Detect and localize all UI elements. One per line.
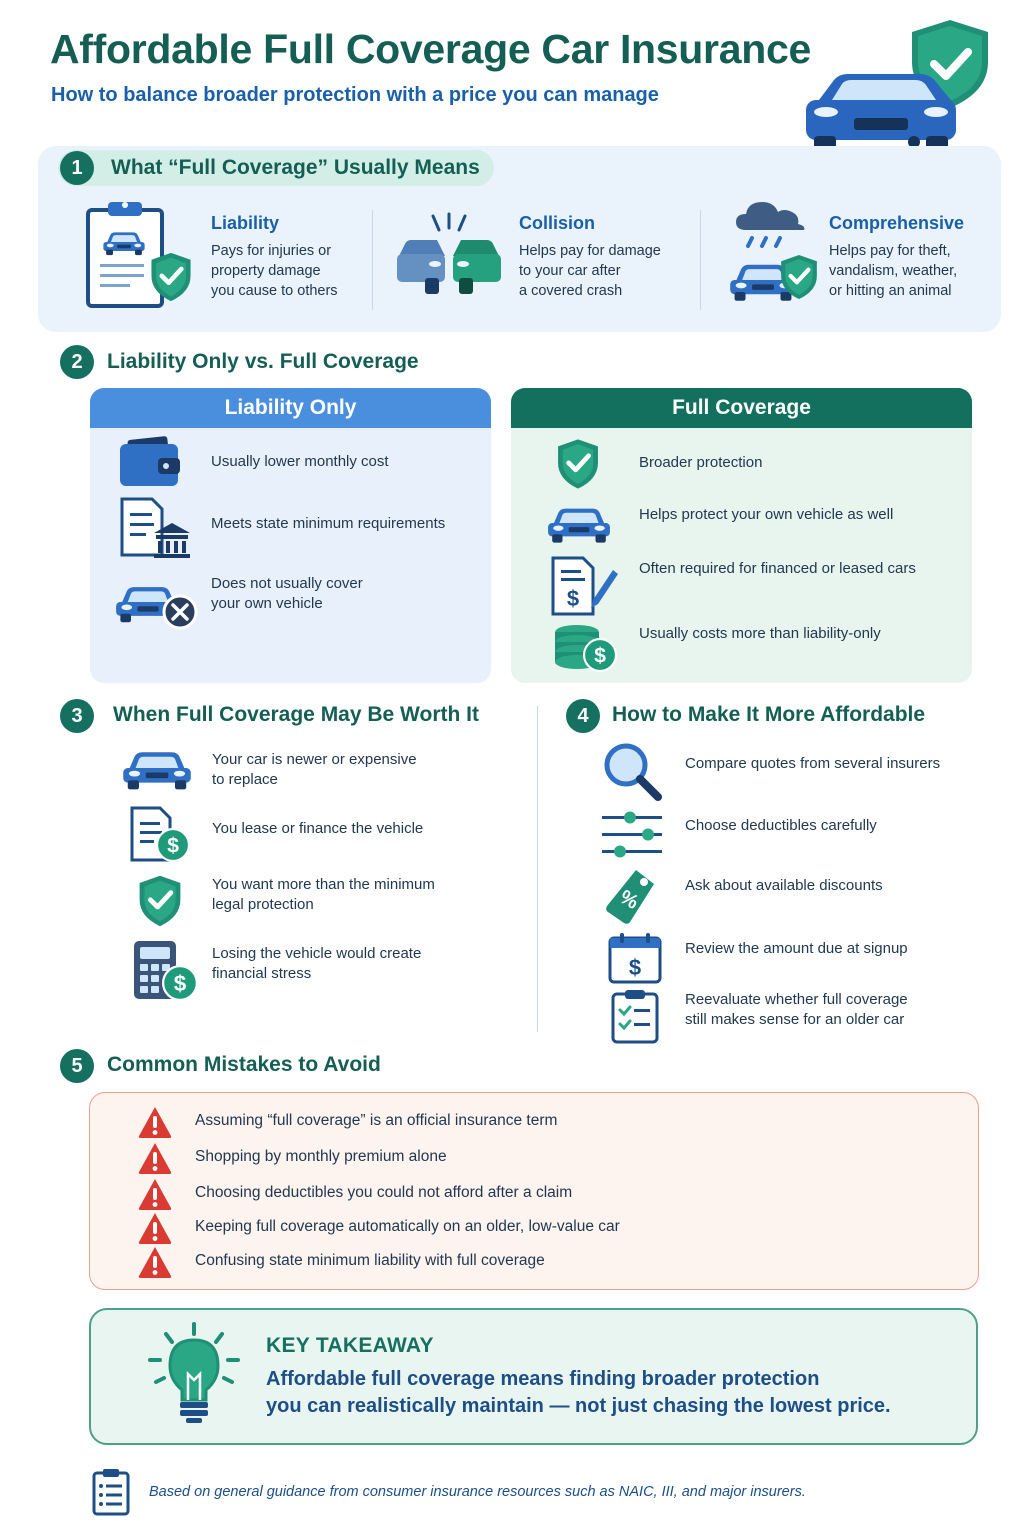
affordable-tip: Ask about available discounts bbox=[685, 877, 883, 894]
section-title: What “Full Coverage” Usually Means bbox=[111, 156, 480, 179]
card-header: Liability Only bbox=[90, 388, 491, 428]
coverage-desc-comprehensive: Helps pay for theft, vandalism, weather, or hitting an animal bbox=[829, 243, 958, 299]
mistake-item: Keeping full coverage automatically on an older, low-value car bbox=[195, 1218, 620, 1235]
worth-it-item: You lease or finance the vehicle bbox=[212, 820, 424, 837]
clipboard-shield-icon bbox=[86, 200, 196, 312]
liability-row-text: Meets state minimum requirements bbox=[211, 515, 446, 532]
storm-car-shield-icon bbox=[726, 196, 822, 308]
warning-icon bbox=[137, 1211, 173, 1245]
section-number: 3 bbox=[60, 699, 94, 733]
svg-text:$: $ bbox=[628, 955, 642, 980]
document-dollar-icon bbox=[128, 806, 192, 864]
warning-icon bbox=[137, 1141, 173, 1175]
full-row-text: Helps protect your own vehicle as well bbox=[639, 506, 894, 523]
worth-it-item: Your car is newer or expensive to replace bbox=[212, 751, 417, 788]
checklist-icon bbox=[611, 988, 661, 1044]
mistake-item: Assuming “full coverage” is an official insurance term bbox=[195, 1112, 558, 1129]
section-title: Common Mistakes to Avoid bbox=[107, 1053, 381, 1076]
coverage-desc-collision: Helps pay for damage to your car after a covered crash bbox=[519, 243, 661, 299]
affordable-tip: Review the amount due at signup bbox=[685, 940, 908, 957]
shield-check-icon bbox=[554, 437, 602, 491]
wallet-icon bbox=[118, 436, 182, 488]
card-header: Full Coverage bbox=[511, 388, 972, 428]
mistake-item: Shopping by monthly premium alone bbox=[195, 1148, 447, 1165]
affordable-tip: Reevaluate whether full coverage still makes sense for an older car bbox=[685, 991, 908, 1028]
shield-check-icon bbox=[136, 873, 184, 929]
coin-stack-icon bbox=[553, 624, 619, 674]
coverage-desc-liability: Pays for injuries or property damage you cause to others bbox=[211, 243, 338, 299]
worth-it-item: Losing the vehicle would create financial stress bbox=[212, 945, 422, 982]
car-not-covered-icon bbox=[114, 580, 198, 630]
coverage-heading-liability: Liability bbox=[211, 213, 280, 233]
liability-row-text: Usually lower monthly cost bbox=[211, 453, 389, 470]
source-footnote: Based on general guidance from consumer insurance resources such as NAIC, III, and major insurers. bbox=[149, 1484, 806, 1500]
section-title: How to Make It More Affordable bbox=[612, 703, 926, 726]
full-row-text: Broader protection bbox=[639, 454, 763, 471]
svg-text:$: $ bbox=[566, 586, 580, 611]
header-car-shield-icon bbox=[804, 16, 994, 152]
car-icon bbox=[121, 743, 193, 795]
page-subtitle: How to balance broader protection with a price you can manage bbox=[51, 84, 659, 106]
car-icon bbox=[546, 500, 612, 548]
section-number: 5 bbox=[60, 1049, 94, 1083]
divider bbox=[372, 210, 373, 310]
section-number: 1 bbox=[60, 151, 94, 185]
sliders-icon bbox=[600, 808, 664, 860]
full-row-text: Usually costs more than liability-only bbox=[639, 625, 881, 642]
contract-sign-icon bbox=[549, 556, 619, 616]
collision-icon bbox=[397, 212, 501, 304]
clipboard-list-icon bbox=[92, 1468, 130, 1516]
affordable-tip: Compare quotes from several insurers bbox=[685, 755, 941, 772]
full-row-text: Often required for financed or leased cars bbox=[639, 560, 916, 577]
coverage-heading-comprehensive: Comprehensive bbox=[829, 213, 965, 233]
magnifier-icon bbox=[602, 741, 664, 801]
warning-icon bbox=[137, 1105, 173, 1139]
section-number: 4 bbox=[566, 699, 600, 733]
divider bbox=[537, 706, 538, 1032]
lightbulb-icon bbox=[146, 1322, 242, 1426]
coverage-heading-collision: Collision bbox=[519, 213, 595, 233]
discount-tag-icon bbox=[604, 866, 658, 926]
calculator-dollar-icon bbox=[132, 939, 200, 1003]
section-title: When Full Coverage May Be Worth It bbox=[113, 703, 479, 726]
mistake-item: Confusing state minimum liability with full coverage bbox=[195, 1252, 545, 1269]
takeaway-text: Affordable full coverage means finding broader protection you can realistically maintain — not just chasing the lowest price. bbox=[266, 1368, 891, 1417]
section-title: Liability Only vs. Full Coverage bbox=[107, 350, 419, 373]
affordable-tip: Choose deductibles carefully bbox=[685, 817, 877, 834]
page-title: Affordable Full Coverage Car Insurance bbox=[50, 26, 811, 72]
svg-text:%: % bbox=[615, 886, 643, 914]
divider bbox=[700, 210, 701, 310]
mistake-item: Choosing deductibles you could not afford after a claim bbox=[195, 1184, 573, 1201]
warning-icon bbox=[137, 1177, 173, 1211]
liability-row-text: Does not usually cover your own vehicle bbox=[211, 575, 363, 612]
takeaway-label: KEY TAKEAWAY bbox=[266, 1334, 434, 1357]
document-government-icon bbox=[118, 497, 190, 559]
calendar-dollar-icon bbox=[608, 932, 662, 984]
section-number: 2 bbox=[60, 345, 94, 379]
warning-icon bbox=[137, 1245, 173, 1279]
worth-it-item: You want more than the minimum legal protection bbox=[212, 876, 435, 913]
